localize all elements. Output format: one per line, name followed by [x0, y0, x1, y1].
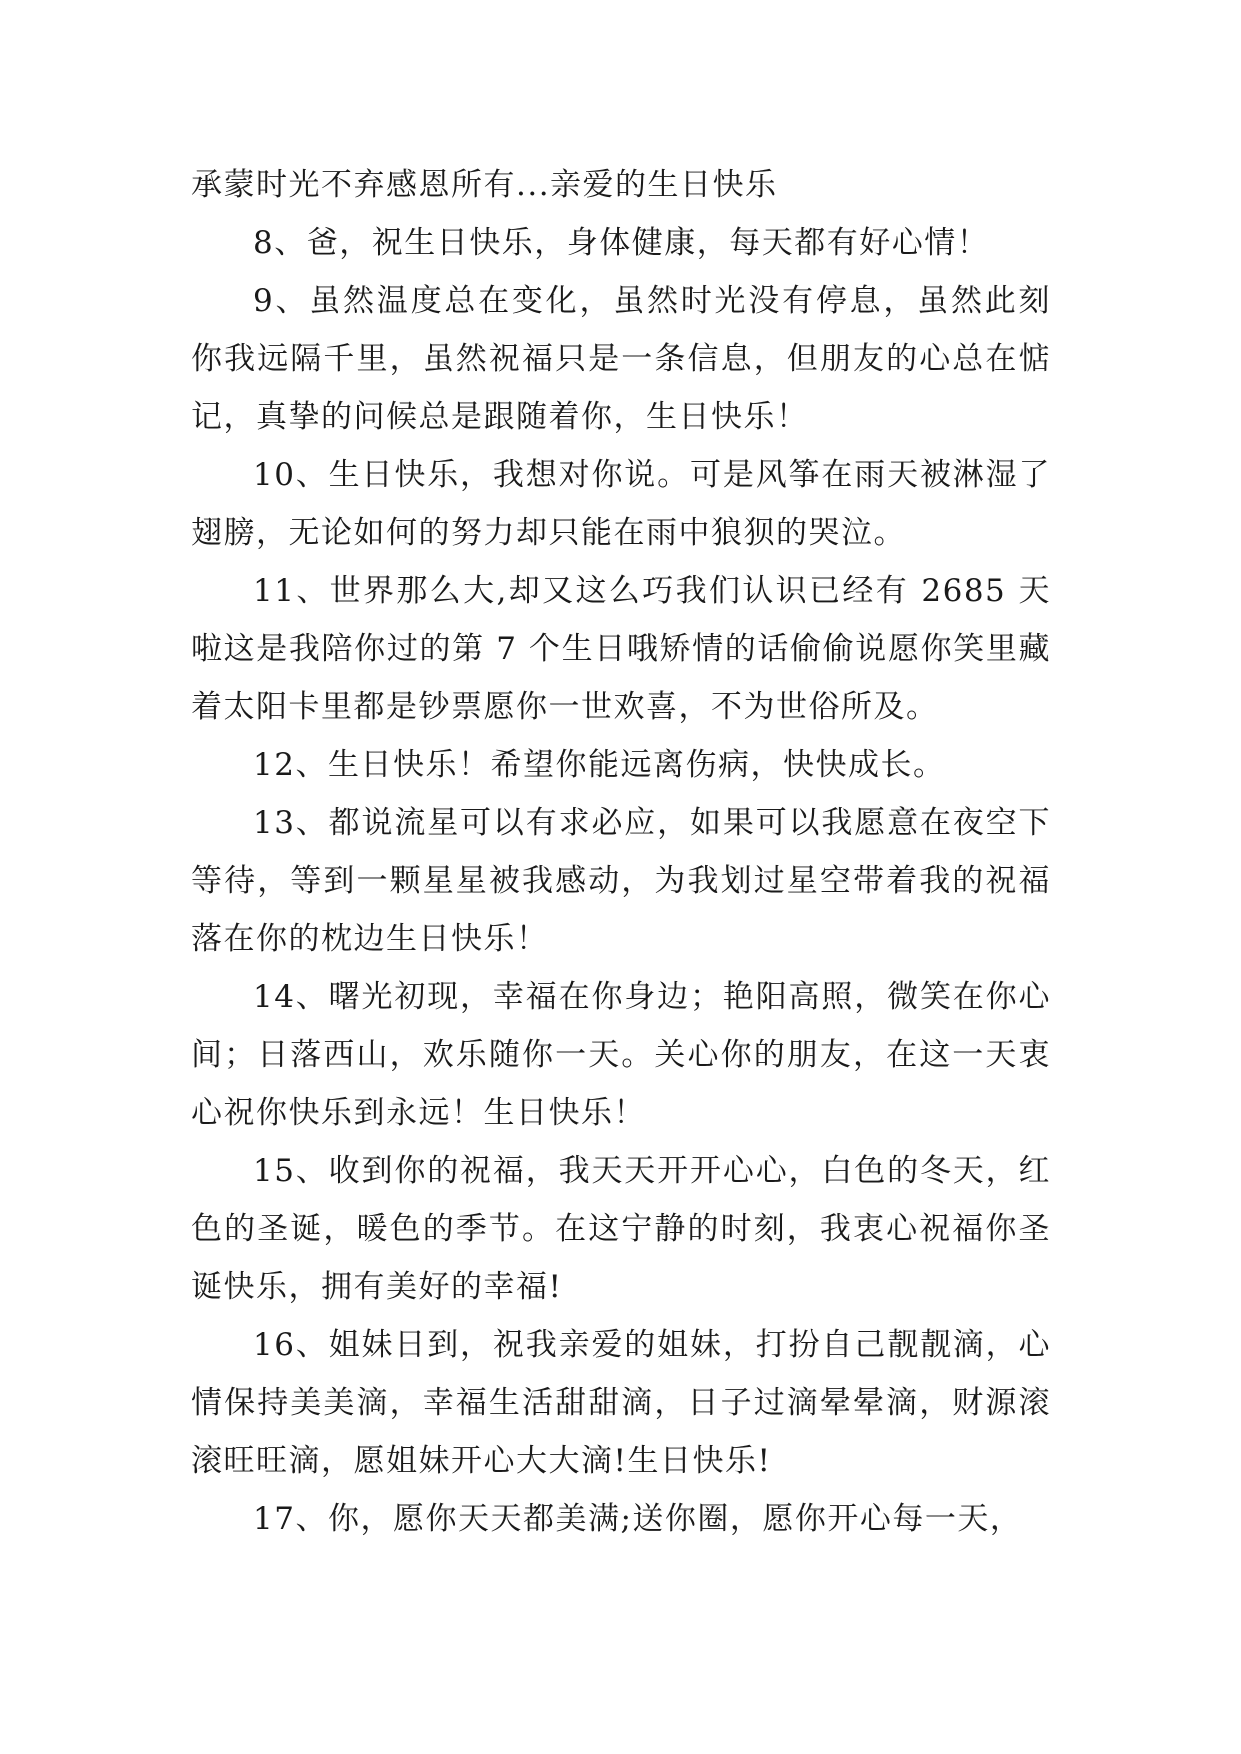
paragraph-item-13: 13、都说流星可以有求必应，如果可以我愿意在夜空下等待，等到一颗星星被我感动，为我划过星空带着我的祝福落在你的枕边生日快乐！ [191, 805, 1051, 957]
paragraph-item-8: 8、爸，祝生日快乐，身体健康，每天都有好心情！ [253, 225, 990, 261]
paragraph-item-10: 10、生日快乐，我想对你说。可是风筝在雨天被淋湿了翅膀，无论如何的努力却只能在雨中狼狈的哭泣。 [191, 457, 1051, 551]
paragraph-item-17: 17、你，愿你天天都美满;送你圈，愿你开心每一天， [253, 1501, 1023, 1537]
paragraph-item-11: 11、世界那么大,却又这么巧我们认识已经有 2685 天啦这是我陪你过的第 7 个生日哦矫情的话偷偷说愿你笑里藏着太阳卡里都是钞票愿你一世欢喜，不为世俗所及。 [191, 573, 1051, 725]
paragraph-item-15: 15、收到你的祝福，我天天开开心心，白色的冬天，红色的圣诞，暖色的季节。在这宁静的时刻，我衷心祝福你圣诞快乐，拥有美好的幸福! [191, 1153, 1051, 1305]
paragraph-item-12: 12、生日快乐！希望你能远离伤病，快快成长。 [253, 747, 946, 783]
paragraph-continuation: 承蒙时光不弃感恩所有...亲爱的生日快乐 [191, 167, 778, 203]
document-body [191, 156, 1051, 1548]
paragraph-item-9: 9、虽然温度总在变化，虽然时光没有停息，虽然此刻你我远隔千里，虽然祝福只是一条信息，但朋友的心总在惦记，真挚的问候总是跟随着你，生日快乐！ [191, 283, 1051, 435]
paragraph-item-14: 14、曙光初现，幸福在你身边；艳阳高照，微笑在你心间；日落西山，欢乐随你一天。关心你的朋友，在这一天衷心祝你快乐到永远！生日快乐！ [191, 979, 1051, 1131]
paragraph-item-16: 16、姐妹日到，祝我亲爱的姐妹，打扮自己靓靓滴，心情保持美美滴，幸福生活甜甜滴，日子过滴晕晕滴，财源滚滚旺旺滴，愿姐妹开心大大滴!生日快乐! [191, 1327, 1051, 1479]
